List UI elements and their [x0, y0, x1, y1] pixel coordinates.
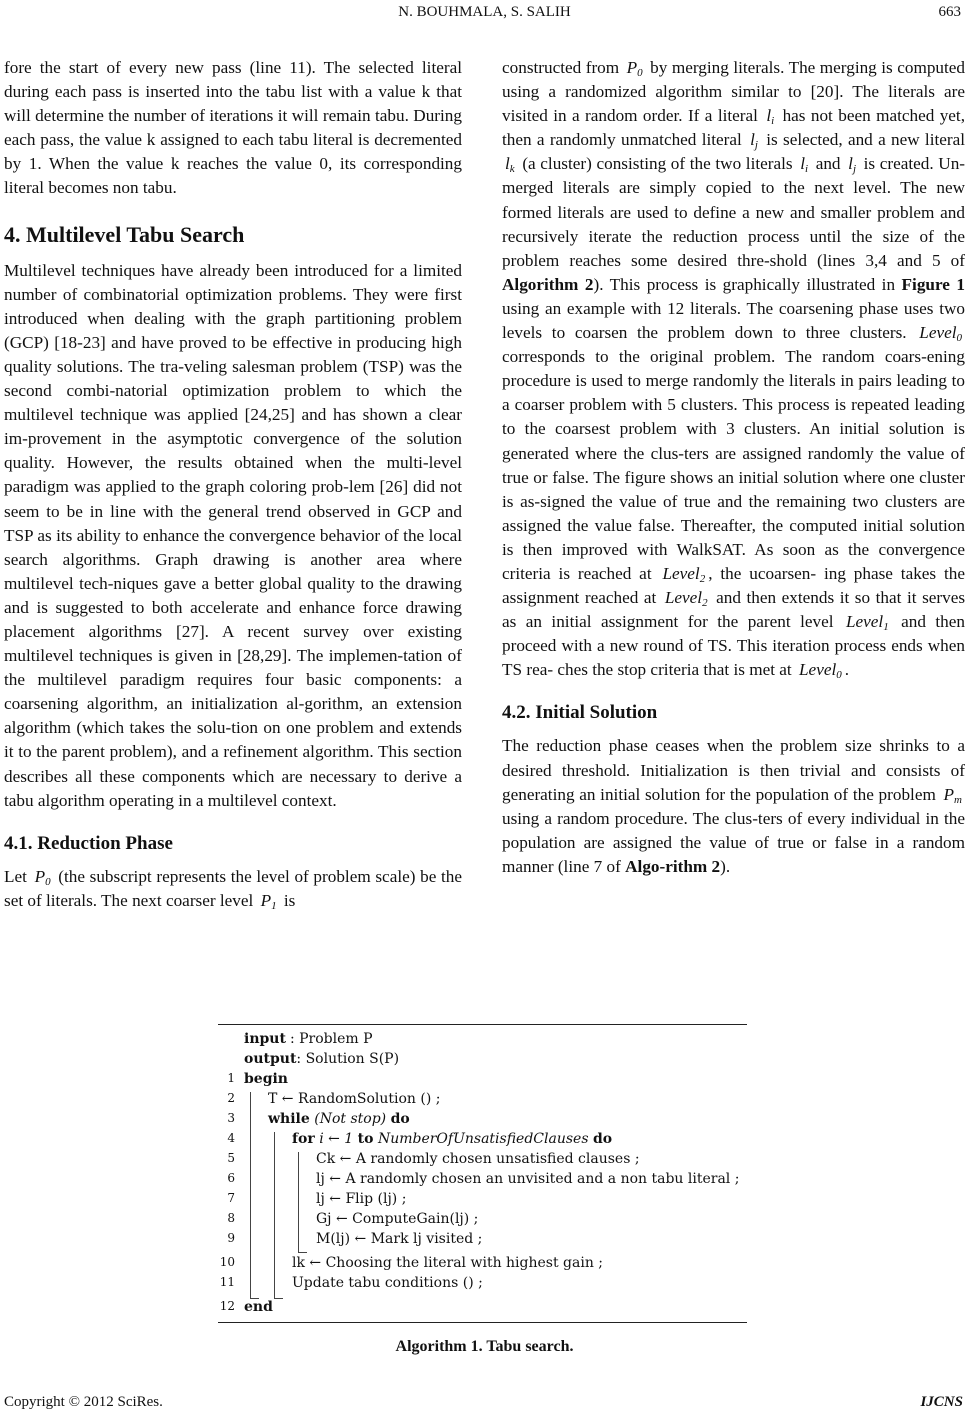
- ref-algorithm-2b: Algo-rithm 2: [625, 856, 721, 876]
- paragraph-initial-solution: The reduction phase ceases when the problem size shrinks to a desired threshold. Initialization is then trivial and consists of generating an initial solution for the population of the problem $P_m$ using a random procedure. The clus-ters of every individual in the population are assigned the value of true or false in a random manner (line 7 of Algo-rithm 2).: [502, 736, 965, 876]
- paragraph-tabu-pass: fore the start of every new pass (line 11). The selected literal during each pass is inserted into the tabu list with a value k that will determine the number of iterations it will remain tabu. During each pass, the value k assigned to each tabu literal is decremented by 1. When the value k reaches the value 0, its corresponding literal becomes non tabu.: [4, 58, 462, 198]
- ref-algorithm-2: Algorithm 2: [502, 274, 594, 294]
- section-heading-reduction: 4.1. Reduction Phase: [4, 832, 173, 854]
- algorithm-box: input : Problem P output: Solution S(P) 1 begin 2 T ← RandomSolution () ; 3 while (Not stop) do 4 for i ← 1 to NumberOfUnsatisfiedClauses do 5 Ck ← A randomly chosen unsatisfied clauses ; 6 lj ← A randomly chosen an unvisited and a non tabu literal ; 7 lj ← Flip (lj) ; 8 Gj ← ComputeGain(lj) ; 9 M(lj) ← Mark lj visited ; 10 lk ← Choosing the literal with highest gain ; 11 Update tabu conditions () ; 12 end: [218, 1024, 747, 1323]
- scope-bar-begin: [250, 1092, 259, 1299]
- ref-figure-1: Figure 1: [901, 274, 965, 294]
- paragraph-coarsening: constructed from $P_0$ by merging literals. The merging is computed using a randomized algorithm similar to [20]. The literals are visited in a random order. If a literal $l_i$ has not been matched yet, then a randomly unmatched literal $l_j$ is selected, and a new literal $l_k$ (a cluster) consisting of the two literals $l_i$ and $l_j$ is created. Un-merged literals are simply copied to the next level. The new formed literals are used to define a new and smaller problem and recursively iterate the reduction process until the size of the problem reaches some desired thre-shold (lines 3,4 and 5 of Algorithm 2). This process is graphically illustrated in Figure 1 using an example with 12 literals. The coarsening phase uses two levels to coarsen the problem down to three clusters. Level$_0$ corresponds to the original problem. The random coars-ening procedure is used to merge randomly the literals in pairs leading to a coarser problem with 5 clusters. This process is repeated leading to the coarsest problem with 3 clusters. An initial solution is generated where the clus-ters are assigned randomly the value of true or false. The figure shows an initial solution where one cluster is as-signed the value of true and the remaining two clusters are assigned the value false. Thereafter, the computed initial solution is then improved with WalkSAT. As soon as the convergence criteria is reached at Level$_2$ , the ucoarsen- ing phase takes the assignment reached at Level$_2$ and then extends it so that it serves as an initial assignment for the parent level Level$_1$ and then proceed with a new round of TS. This iteration process ends when TS rea- ches the stop criteria that is met at Level$_0$ .: [502, 58, 966, 682]
- paragraph-reduction: Let $P_0$ (the subscript represents the level of problem scale) be the set of literals. The next coarser level $P_1$ is: [4, 866, 463, 912]
- paragraph-multilevel-intro: Multilevel techniques have already been introduced for a limited number of combinatorial optimization problems. They were first introduced when dealing with the graph partitioning problem (GCP) [18-23] and have proved to be effective in producing high quality solutions. The tra-veling salesman problem (TSP) was the second combi-natorial optimization problem to which the multilevel technique was applied [24,25] and has shown a clear im-provement in the asymptotic convergence of the solution quality. However, the results obtained when the multi-level paradigm was applied to the graph coloring prob-lem [26] did not seem to be in line with the general trend observed in GCP and TSP as its ability to enhance the convergence behavior of the local search algorithms. Graph drawing is another area where multilevel tech-niques gave a better global quality to the drawing and is suggested to both accelerate and enhance force drawing placement algorithms [27]. A recent survey over existing multilevel techniques is given in [28,29]. The implemen-tation of the multilevel paradigm requires four basic components: a coarsening algorithm, an initialization al-gorithm, an extension algorithm (which takes the solu-tion on one problem and extends it to the parent problem), and a refinement algorithm. This section describes all these components which are necessary to derive a tabu algorithm operating in a multilevel context.: [4, 260, 462, 810]
- page-header: [0, 4, 969, 26]
- section-heading-initial-solution: 4.2. Initial Solution: [502, 702, 658, 724]
- math-p1: $P_1$: [260, 890, 277, 912]
- footer-copyright: Copyright © 2012 SciRes.: [4, 1394, 163, 1410]
- left-column: [4, 56, 462, 913]
- algorithm-caption: Algorithm 1. Tabu search.: [395, 1338, 574, 1355]
- page-number: 663: [938, 4, 961, 20]
- algo-output: output: Solution S(P): [244, 1051, 400, 1067]
- algo-input: input : Problem P: [244, 1031, 373, 1047]
- right-column: [502, 56, 965, 879]
- scope-bar-for: [298, 1152, 307, 1253]
- scope-bar-while: [274, 1132, 283, 1299]
- footer-journal: IJCNS: [920, 1394, 963, 1410]
- math-p0: $P_0$: [34, 866, 51, 888]
- running-head-authors: N. BOUHMALA, S. SALIH: [398, 4, 571, 20]
- section-heading-multilevel: 4. Multilevel Tabu Search: [4, 221, 245, 247]
